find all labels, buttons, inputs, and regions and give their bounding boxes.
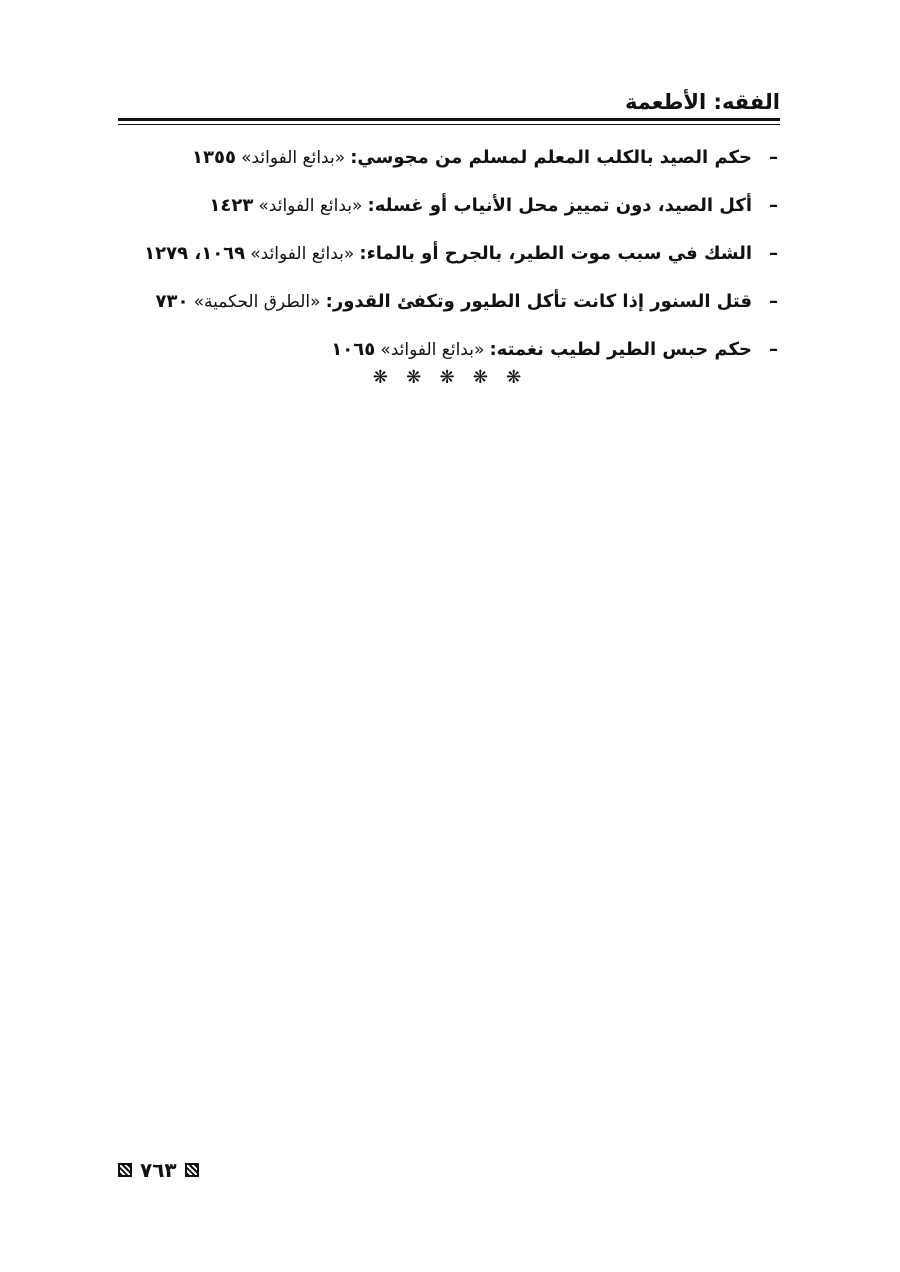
ornament-icon (185, 1163, 199, 1177)
header-rule-thin (118, 124, 780, 125)
entry-pages: ١٣٥٥ (192, 147, 236, 168)
entry-source: «بدائع الفوائد» (250, 244, 355, 264)
entry-source: «الطرق الحكمية» (193, 292, 321, 312)
entry-dash: – (769, 291, 778, 312)
entry-dash: – (769, 147, 778, 168)
entry-pages: ١٠٦٩، ١٢٧٩ (144, 243, 246, 264)
entry-text: أكل الصيد، دون تمييز محل الأنياب أو غسله: (367, 195, 752, 216)
page-title: الفقه: الأطعمة (624, 90, 780, 114)
entry-pages: ١٠٦٥ (331, 339, 376, 360)
index-entry (118, 234, 780, 282)
page-header (118, 86, 780, 120)
ornament-icon (118, 1163, 132, 1177)
entry-dash: – (769, 339, 778, 360)
entry-text: حكم حبس الطير لطيب نغمته: (489, 339, 752, 360)
page-number: ٧٦٣ (140, 1158, 177, 1182)
entry-text: حكم الصيد بالكلب المعلم لمسلم من مجوسي: (350, 147, 752, 168)
header-rule (118, 118, 780, 121)
entry-text: قتل السنور إذا كانت تأكل الطيور وتكفئ القدور: (325, 291, 752, 312)
entry-pages: ٧٣٠ (155, 291, 189, 312)
entry-dash: – (769, 195, 778, 216)
entry-source: «بدائع الفوائد» (241, 148, 346, 168)
page-number-block (118, 1156, 199, 1184)
index-entry (118, 186, 780, 234)
section-separator: ❋ ❋ ❋ ❋ ❋ (372, 367, 528, 388)
entry-pages: ١٤٢٣ (209, 195, 254, 216)
entry-text: الشك في سبب موت الطير، بالجرح أو بالماء: (359, 243, 752, 264)
index-entry (118, 282, 780, 330)
entry-dash: – (769, 243, 778, 264)
entry-source: «بدائع الفوائد» (380, 340, 485, 360)
entry-source: «بدائع الفوائد» (258, 196, 363, 216)
index-entry-list (118, 138, 780, 378)
index-entry (118, 138, 780, 186)
